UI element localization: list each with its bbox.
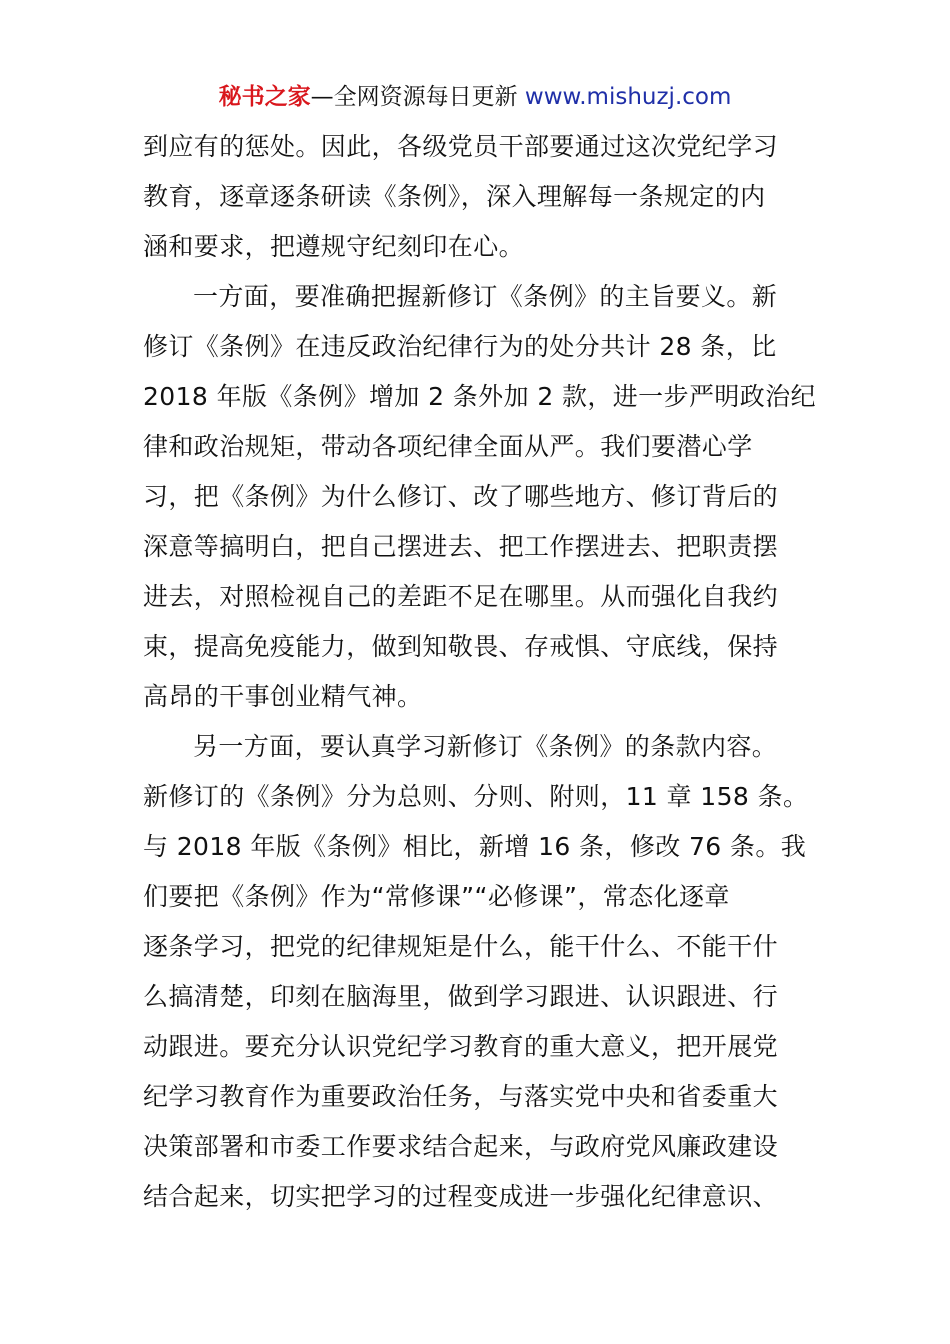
text-line: 结合起来，切实把学习的过程变成进一步强化纪律意识、 [143,1182,779,1211]
text-line: 律和政治规矩，带动各项纪律全面从严。我们要潜心学 [143,432,753,461]
text-line: 束，提高免疫能力，做到知敬畏、存戒惧、守底线，保持 [143,632,779,661]
body-text [143,122,816,1222]
header-tagline: —全网资源每日更新 [310,84,525,110]
text-line: 高昂的干事创业精气神。 [143,682,423,711]
text-line: 们要把《条例》作为“常修课”“必修课”，常态化逐章 [143,882,730,911]
text-line: 动跟进。要充分认识党纪学习教育的重大意义，把开展党 [143,1032,779,1061]
paragraph-first-line: 另一方面，要认真学习新修订《条例》的条款内容。 [193,732,778,761]
text-line: 深意等搞明白，把自己摆进去、把工作摆进去、把职责摆 [143,532,779,561]
text-line: 进去，对照检视自己的差距不足在哪里。从而强化自我约 [143,582,779,611]
text-line: 新修订的《条例》分为总则、分则、附则，11 章 158 条。 [143,782,809,811]
text-line: 与 2018 年版《条例》相比，新增 16 条，修改 76 条。我 [143,832,807,861]
paragraph-first-line: 一方面，要准确把握新修订《条例》的主旨要义。新 [193,282,778,311]
text-line: 么搞清楚，印刻在脑海里，做到学习跟进、认识跟进、行 [143,982,779,1011]
text-line: 修订《条例》在违反政治纪律行为的处分共计 28 条，比 [143,332,777,361]
text-line: 教育，逐章逐条研读《条例》，深入理解每一条规定的内 [143,182,766,211]
text-line: 习，把《条例》为什么修订、改了哪些地方、修订背后的 [143,482,779,511]
site-url[interactable]: www.mishuzj.com [524,84,732,110]
page-header [0,80,950,114]
text-line: 到应有的惩处。因此，各级党员干部要通过这次党纪学习 [143,132,779,161]
text-line: 涵和要求，把遵规守纪刻印在心。 [143,232,525,261]
text-line: 纪学习教育作为重要政治任务，与落实党中央和省委重大 [143,1082,779,1111]
brand-name: 秘书之家 [218,84,311,110]
text-line: 决策部署和市委工作要求结合起来，与政府党风廉政建设 [143,1132,779,1161]
text-line: 逐条学习，把党的纪律规矩是什么，能干什么、不能干什 [143,932,779,961]
text-line: 2018 年版《条例》增加 2 条外加 2 款，进一步严明政治纪 [143,382,816,411]
